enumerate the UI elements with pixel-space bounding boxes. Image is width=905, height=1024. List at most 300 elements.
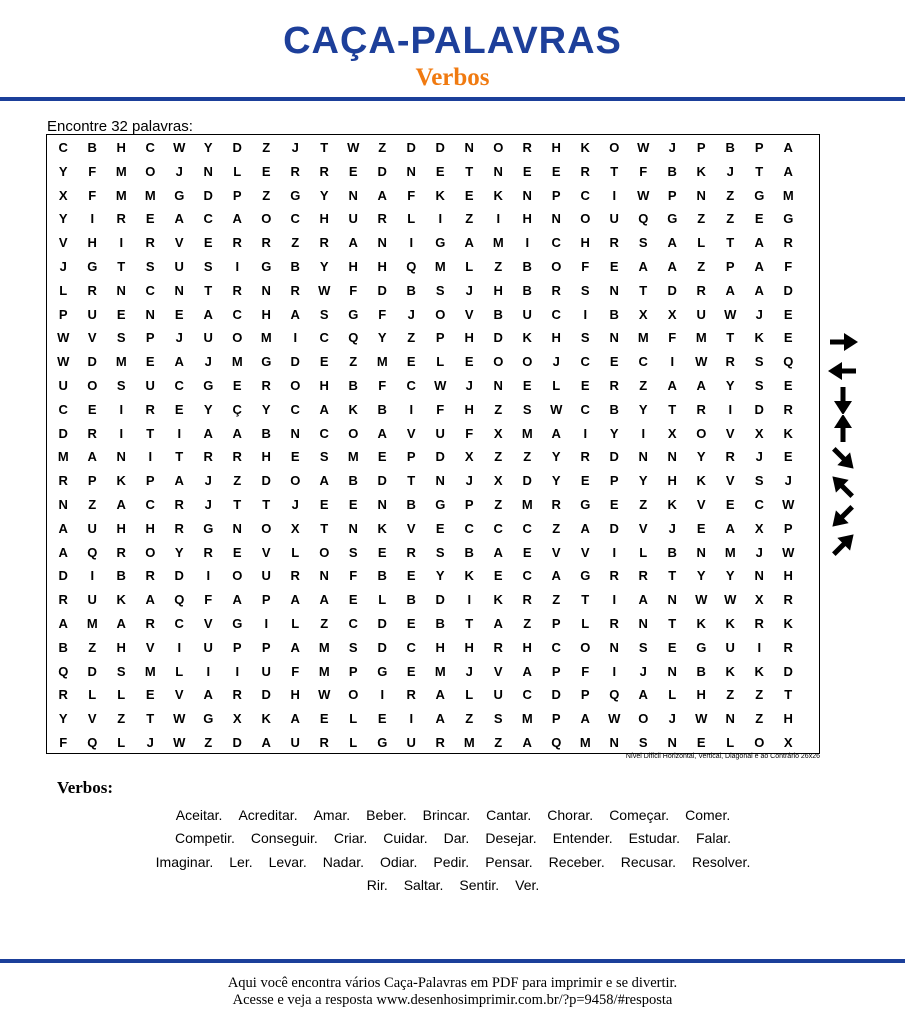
word-item: Acreditar.	[238, 807, 298, 823]
grid-letter: Z	[117, 711, 126, 727]
grid-letter: I	[467, 592, 472, 608]
grid-letter: D	[551, 687, 561, 703]
grid-letter: W	[782, 497, 795, 512]
grid-letter: E	[348, 163, 358, 179]
grid-letter: E	[696, 735, 706, 750]
grid-letter: K	[377, 520, 387, 536]
grid-letter: O	[87, 378, 98, 393]
grid-letter: R	[58, 687, 68, 703]
grid-letter: R	[406, 687, 416, 703]
grid-letter: S	[348, 544, 358, 560]
grid-letter: D	[435, 449, 445, 465]
grid-letter: E	[783, 330, 793, 346]
grid-letter: N	[116, 449, 126, 465]
grid-letter: A	[116, 497, 126, 512]
grid-letter: U	[435, 425, 445, 441]
grid-letter: C	[145, 497, 155, 512]
grid-letter: O	[348, 425, 359, 441]
grid-letter: W	[57, 354, 70, 370]
grid-letter: Y	[203, 140, 213, 155]
grid-letter: T	[233, 497, 242, 512]
grid-letter: N	[145, 306, 155, 322]
grid-letter: Q	[174, 592, 185, 608]
grid-letter: W	[318, 687, 331, 703]
grid-letter: B	[58, 639, 68, 655]
grid-letter: H	[319, 211, 329, 227]
grid-letter: D	[667, 282, 677, 298]
grid-letter: J	[668, 520, 676, 536]
grid-letter: K	[667, 497, 677, 512]
grid-letter: U	[493, 687, 503, 703]
grid-letter: Y	[551, 449, 561, 465]
grid-letter: J	[552, 354, 560, 370]
grid-letter: P	[232, 639, 242, 655]
grid-letter: L	[117, 687, 126, 703]
grid-letter: M	[521, 497, 533, 512]
grid-letter: E	[464, 187, 474, 203]
grid-letter: E	[319, 354, 329, 370]
grid-row	[47, 255, 819, 279]
grid-letter: P	[667, 187, 677, 203]
grid-letter: H	[116, 639, 126, 655]
grid-letter: L	[639, 544, 648, 560]
grid-letter: N	[609, 639, 619, 655]
grid-letter: J	[204, 497, 212, 512]
grid-letter: A	[377, 425, 387, 441]
grid-letter: H	[464, 330, 474, 346]
grid-row	[47, 207, 819, 231]
grid-letter: E	[377, 544, 387, 560]
grid-letter: E	[232, 378, 242, 393]
grid-letter: A	[290, 306, 300, 322]
grid-letter: I	[728, 401, 733, 417]
grid-letter: Y	[174, 544, 184, 560]
grid-letter: I	[612, 187, 617, 203]
grid-letter: A	[580, 711, 590, 727]
grid-letter: S	[493, 711, 503, 727]
grid-letter: D	[174, 568, 184, 584]
grid-letter: I	[293, 330, 298, 346]
grid-letter: F	[204, 592, 213, 608]
grid-letter: Z	[465, 211, 474, 227]
grid-letter: O	[609, 140, 620, 155]
grid-letter: D	[609, 449, 619, 465]
grid-letter: M	[115, 163, 127, 179]
grid-letter: R	[203, 449, 213, 465]
grid-letter: I	[583, 425, 588, 441]
grid-letter: P	[145, 473, 155, 489]
grid-letter: V	[493, 663, 503, 679]
grid-letter: H	[783, 711, 793, 727]
grid-letter: T	[175, 449, 184, 465]
grid-letter: M	[695, 330, 707, 346]
grid-letter: A	[377, 187, 387, 203]
grid-letter: E	[725, 497, 735, 512]
grid-letter: W	[347, 140, 360, 155]
word-item: Ler.	[229, 853, 253, 870]
grid-letter: G	[232, 616, 243, 631]
grid-letter: Z	[494, 259, 503, 274]
grid-letter: A	[174, 211, 184, 227]
grid-letter: B	[464, 544, 474, 560]
grid-letter: T	[465, 163, 474, 179]
grid-letter: F	[436, 401, 445, 417]
grid-row	[47, 612, 819, 636]
word-item: Estudar.	[628, 830, 680, 847]
grid-letter: A	[725, 520, 735, 536]
grid-letter: T	[639, 282, 648, 298]
grid-letter: A	[522, 735, 532, 750]
grid-letter: J	[755, 449, 763, 465]
grid-letter: M	[782, 187, 794, 203]
grid-letter: O	[290, 473, 301, 489]
grid-letter: D	[493, 330, 503, 346]
grid-letter: J	[291, 140, 299, 155]
grid-letter: J	[291, 497, 299, 512]
grid-letter: V	[725, 425, 735, 441]
grid-letter: A	[174, 473, 184, 489]
grid-letter: U	[145, 378, 155, 393]
grid-letter: Z	[552, 520, 561, 536]
grid-letter: B	[87, 140, 97, 155]
grid-letter: N	[667, 735, 677, 750]
grid-letter: N	[667, 663, 677, 679]
grid-letter: U	[58, 378, 68, 393]
word-item: Conseguir.	[250, 830, 318, 847]
grid-letter: L	[349, 735, 358, 750]
arrow-right-icon	[826, 328, 860, 356]
footer-line-1: Aqui você encontra vários Caça-Palavras em PDF para imprimir e se divertir.	[227, 975, 678, 991]
grid-letter: C	[232, 306, 242, 322]
difficulty-note: Nível Difícil Horizontal, Vertical, Diagonal e ao Contrário 26x26	[625, 753, 820, 760]
grid-letter: A	[174, 354, 184, 370]
grid-letter: W	[608, 711, 621, 727]
grid-letter: A	[58, 616, 68, 631]
grid-letter: O	[232, 568, 243, 584]
grid-letter: C	[493, 520, 503, 536]
footer-line-2: Acesse e veja a resposta www.desenhosimprimir.com.br/?p=9458/#resposta	[232, 992, 673, 1008]
grid-letter: A	[319, 401, 329, 417]
grid-letter: P	[551, 663, 561, 679]
grid-letter: P	[348, 663, 358, 679]
word-list-line	[58, 804, 848, 827]
grid-row	[47, 184, 819, 208]
grid-letter: E	[435, 520, 445, 536]
grid-letter: W	[695, 354, 708, 370]
grid-letter: T	[784, 687, 793, 703]
page-subtitle: Verbos	[415, 64, 490, 91]
grid-letter: W	[173, 735, 186, 750]
grid-letter: Z	[697, 259, 706, 274]
grid-letter: Z	[639, 497, 648, 512]
grid-letter: Q	[609, 687, 620, 703]
grid-letter: R	[580, 163, 590, 179]
grid-letter: S	[435, 282, 445, 298]
grid-letter: V	[58, 235, 68, 251]
grid-letter: M	[318, 639, 330, 655]
grid-letter: B	[348, 378, 358, 393]
grid-letter: R	[232, 449, 242, 465]
grid-letter: A	[58, 520, 68, 536]
grid-letter: J	[668, 140, 676, 155]
grid-letter: M	[463, 735, 475, 750]
grid-letter: W	[434, 378, 447, 393]
grid-letter: R	[754, 616, 764, 631]
grid-letter: N	[464, 140, 474, 155]
grid-letter: L	[117, 735, 126, 750]
grid-letter: S	[754, 354, 764, 370]
grid-letter: R	[116, 544, 126, 560]
grid-letter: E	[406, 354, 416, 370]
grid-letter: K	[493, 592, 503, 608]
grid-letter: G	[261, 354, 272, 370]
grid-letter: R	[261, 235, 271, 251]
grid-letter: I	[119, 401, 124, 417]
grid-letter: G	[203, 711, 214, 727]
grid-letter: G	[203, 378, 214, 393]
grid-letter: P	[406, 449, 416, 465]
grid-letter: V	[696, 497, 706, 512]
grid-letter: H	[435, 639, 445, 655]
grid-letter: C	[580, 354, 590, 370]
grid-letter: R	[145, 235, 155, 251]
grid-letter: H	[493, 282, 503, 298]
grid-letter: R	[551, 282, 561, 298]
grid-letter: R	[203, 544, 213, 560]
grid-letter: H	[261, 449, 271, 465]
grid-row	[47, 350, 819, 374]
grid-letter: B	[667, 163, 677, 179]
grid-letter: T	[146, 425, 155, 441]
grid-letter: E	[783, 378, 793, 393]
grid-letter: O	[696, 425, 707, 441]
grid-letter: O	[261, 211, 272, 227]
grid-letter: I	[380, 687, 385, 703]
word-item: Imaginar.	[155, 853, 214, 870]
grid-letter: O	[145, 544, 156, 560]
grid-letter: R	[145, 568, 155, 584]
grid-letter: V	[261, 544, 271, 560]
grid-letter: I	[235, 663, 240, 679]
grid-letter: M	[579, 735, 591, 750]
top-divider	[0, 97, 905, 101]
grid-letter: I	[177, 425, 182, 441]
grid-letter: W	[724, 306, 737, 322]
grid-row	[47, 564, 819, 588]
grid-letter: L	[581, 616, 590, 631]
grid-letter: W	[695, 711, 708, 727]
grid-letter: A	[348, 235, 358, 251]
grid-letter: O	[493, 354, 504, 370]
grid-letter: Q	[406, 259, 417, 274]
grid-letter: X	[58, 187, 68, 203]
grid-letter: I	[90, 211, 95, 227]
word-item: Sentir.	[459, 876, 500, 893]
grid-letter: M	[144, 663, 156, 679]
grid-letter: Z	[233, 473, 242, 489]
grid-letter: P	[261, 639, 271, 655]
grid-letter: E	[145, 687, 155, 703]
grid-letter: N	[667, 449, 677, 465]
grid-letter: U	[406, 735, 416, 750]
grid-letter: P	[87, 473, 97, 489]
grid-letter: F	[59, 735, 68, 750]
grid-letter: J	[755, 544, 763, 560]
grid-letter: Z	[88, 497, 97, 512]
word-item: Recusar.	[620, 853, 676, 870]
grid-letter: R	[725, 354, 735, 370]
grid-letter: F	[581, 663, 590, 679]
grid-letter: E	[290, 449, 300, 465]
grid-letter: T	[610, 163, 619, 179]
grid-letter: V	[551, 544, 561, 560]
grid-letter: H	[464, 639, 474, 655]
grid-letter: K	[754, 663, 764, 679]
grid-letter: B	[406, 497, 416, 512]
grid-letter: Y	[319, 187, 329, 203]
grid-letter: V	[406, 520, 416, 536]
grid-letter: Z	[204, 735, 213, 750]
grid-letter: H	[348, 259, 358, 274]
grid-letter: M	[492, 235, 504, 251]
grid-letter: I	[206, 568, 211, 584]
grid-letter: Y	[58, 163, 68, 179]
grid-letter: G	[435, 497, 446, 512]
letter-grid	[46, 134, 820, 754]
grid-letter: I	[409, 711, 414, 727]
grid-letter: Q	[638, 211, 649, 227]
grid-letter: K	[783, 425, 793, 441]
grid-letter: Z	[697, 211, 706, 227]
grid-letter: W	[637, 187, 650, 203]
grid-letter: H	[580, 235, 590, 251]
grid-letter: C	[638, 354, 648, 370]
grid-letter: R	[609, 235, 619, 251]
grid-letter: G	[754, 187, 765, 203]
grid-letter: E	[261, 163, 271, 179]
grid-letter: E	[116, 306, 126, 322]
grid-letter: J	[407, 306, 415, 322]
grid-letter: B	[377, 401, 387, 417]
grid-letter: N	[551, 211, 561, 227]
grid-letter: E	[522, 544, 532, 560]
word-item: Pedir.	[433, 853, 470, 870]
grid-letter: M	[115, 354, 127, 370]
grid-letter: L	[175, 663, 184, 679]
grid-letter: H	[145, 520, 155, 536]
grid-letter: A	[232, 211, 242, 227]
grid-letter: X	[464, 449, 474, 465]
grid-letter: K	[116, 592, 126, 608]
grid-letter: R	[145, 401, 155, 417]
grid-letter: O	[493, 140, 504, 155]
word-item: Rir.	[366, 876, 388, 893]
grid-letter: O	[522, 354, 533, 370]
grid-row	[47, 326, 819, 350]
footer	[0, 975, 905, 1009]
grid-letter: Z	[291, 235, 300, 251]
grid-letter: C	[58, 401, 68, 417]
grid-letter: J	[639, 663, 647, 679]
grid-letter: S	[348, 639, 358, 655]
grid-row	[47, 660, 819, 684]
grid-letter: R	[580, 449, 590, 465]
grid-letter: R	[116, 211, 126, 227]
grid-letter: U	[87, 592, 97, 608]
grid-letter: A	[464, 235, 474, 251]
grid-letter: P	[145, 330, 155, 346]
grid-letter: W	[173, 711, 186, 727]
grid-letter: G	[348, 306, 359, 322]
grid-letter: Q	[58, 663, 69, 679]
grid-letter: R	[522, 592, 532, 608]
grid-letter: J	[204, 354, 212, 370]
grid-letter: V	[203, 616, 213, 631]
grid-letter: Y	[435, 568, 445, 584]
grid-letter: A	[493, 544, 503, 560]
word-item: Cuidar.	[383, 830, 428, 847]
grid-letter: C	[551, 306, 561, 322]
grid-letter: A	[754, 282, 764, 298]
grid-letter: A	[232, 425, 242, 441]
grid-letter: S	[116, 663, 126, 679]
grid-letter: Z	[262, 140, 271, 155]
grid-letter: E	[232, 544, 242, 560]
grid-letter: A	[783, 140, 793, 155]
grid-row	[47, 683, 819, 707]
grid-letter: R	[725, 449, 735, 465]
grid-letter: Z	[726, 187, 735, 203]
grid-letter: A	[638, 259, 648, 274]
grid-row	[47, 517, 819, 541]
grid-letter: T	[726, 330, 735, 346]
grid-letter: X	[493, 425, 503, 441]
grid-letter: A	[754, 259, 764, 274]
grid-letter: A	[116, 616, 126, 631]
word-item: Resolver.	[691, 853, 751, 870]
grid-letter: N	[667, 592, 677, 608]
grid-letter: J	[726, 163, 734, 179]
grid-letter: K	[696, 163, 706, 179]
grid-letter: R	[377, 211, 387, 227]
grid-letter: A	[145, 592, 155, 608]
grid-letter: H	[551, 330, 561, 346]
grid-letter: A	[203, 425, 213, 441]
grid-letter: I	[148, 449, 153, 465]
grid-letter: T	[581, 592, 590, 608]
grid-letter: C	[406, 639, 416, 655]
grid-letter: U	[609, 211, 619, 227]
grid-letter: R	[174, 520, 184, 536]
grid-letter: G	[261, 259, 272, 274]
grid-letter: T	[320, 520, 329, 536]
grid-letter: F	[378, 306, 387, 322]
grid-letter: C	[174, 378, 184, 393]
grid-letter: I	[641, 425, 646, 441]
grid-letter: F	[88, 163, 97, 179]
grid-letter: F	[581, 259, 590, 274]
grid-letter: H	[551, 140, 561, 155]
grid-letter: S	[319, 449, 329, 465]
grid-letter: G	[580, 497, 591, 512]
grid-row	[47, 231, 819, 255]
word-item: Nadar.	[322, 853, 365, 870]
grid-letter: B	[609, 401, 619, 417]
grid-letter: S	[319, 306, 329, 322]
grid-letter: X	[232, 711, 242, 727]
grid-letter: R	[522, 140, 532, 155]
grid-letter: R	[87, 425, 97, 441]
